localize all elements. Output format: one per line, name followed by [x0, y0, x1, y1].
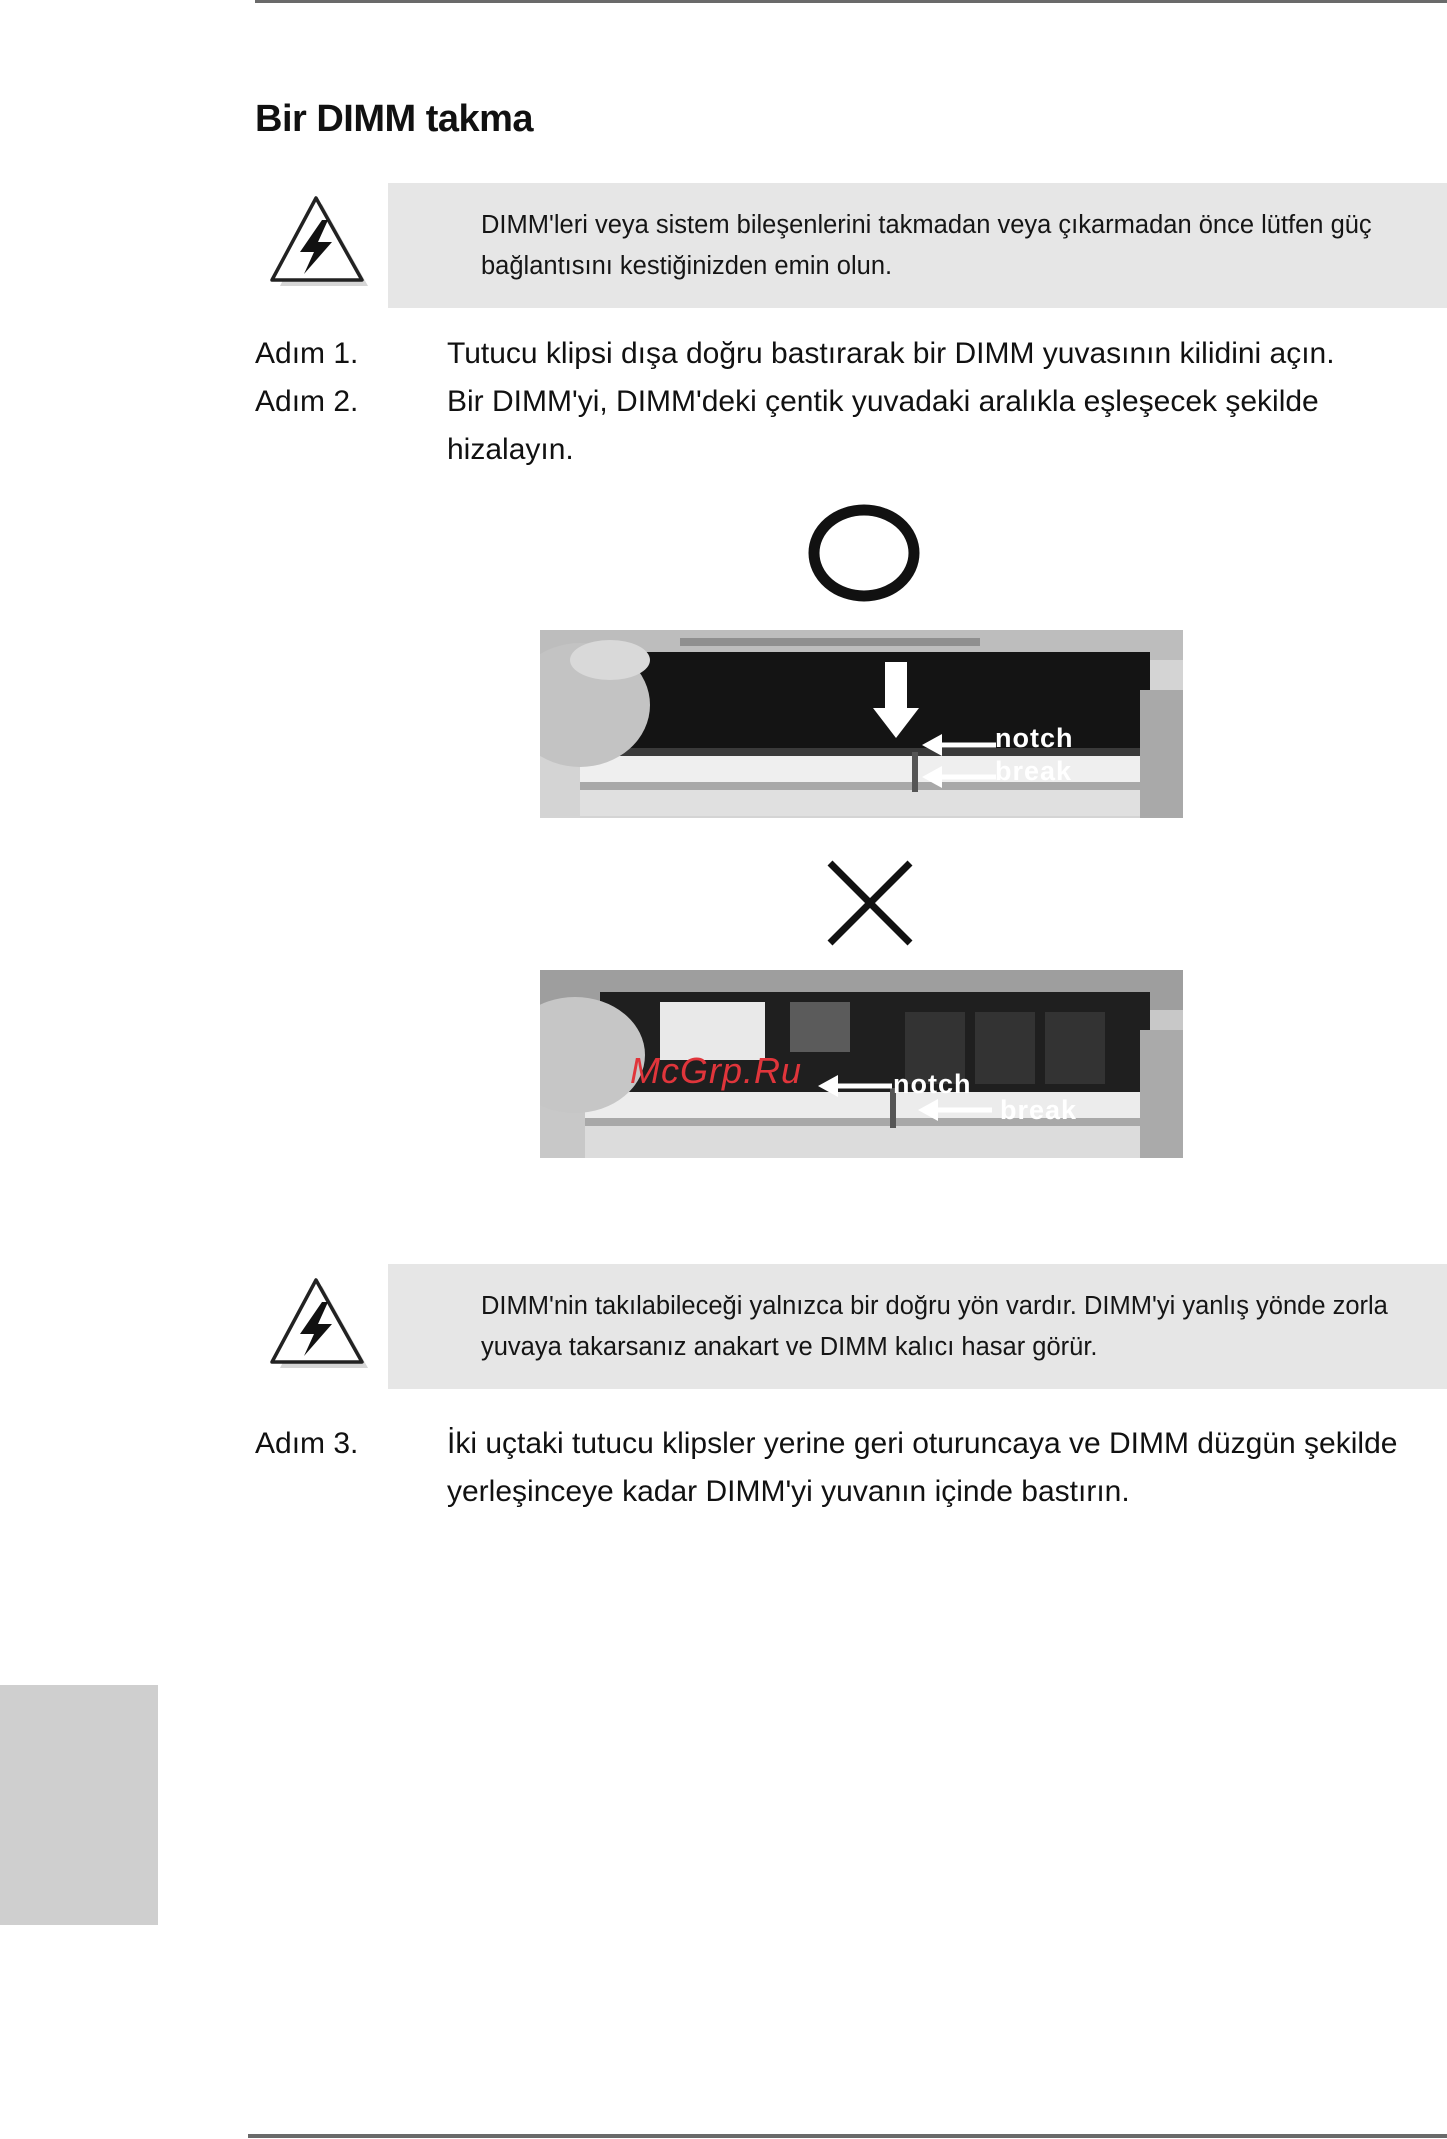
warning-note	[388, 1264, 1447, 1389]
step-text: Bir DIMM'yi, DIMM'deki çentik yuvadaki aralıkla eşleşecek şekilde hizalayın.	[447, 385, 1319, 466]
notch-label: notch	[893, 1069, 972, 1099]
step-label: Adım 3.	[255, 1427, 359, 1460]
top-rule	[255, 0, 1447, 3]
step-label: Adım 2.	[255, 385, 359, 418]
warning-lightning-icon	[262, 190, 372, 290]
bottom-rule	[248, 2134, 1447, 2138]
correct-circle-icon	[808, 503, 920, 603]
step-label: Adım 1.	[255, 337, 359, 370]
wrong-cross-icon	[822, 855, 918, 951]
step-text: Tutucu klipsi dışa doğru bastırarak bir DIMM yuvasının kilidini açın.	[447, 337, 1335, 370]
step-text: İki uçtaki tutucu klipsler yerine geri oturuncaya ve DIMM düzgün şekilde yerleşinceye kadar DIMM'yi yuvanın içinde bastırın.	[447, 1427, 1398, 1508]
notch-label: notch	[995, 723, 1074, 753]
dimm-correct-photo	[540, 630, 1183, 818]
side-tab	[0, 1685, 158, 1925]
break-label: break	[995, 756, 1073, 786]
warning-note	[388, 183, 1447, 308]
warning-note-text: DIMM'leri veya sistem bileşenlerini takmadan veya çıkarmadan önce lütfen güç bağlantısını kestiğinizden emin olun.	[481, 211, 1372, 280]
warning-lightning-icon	[262, 1272, 372, 1372]
watermark: McGrp.Ru	[630, 1050, 803, 1091]
page-title: Bir DIMM takma	[255, 98, 534, 140]
warning-note-text: DIMM'nin takılabileceği yalnızca bir doğru yön vardır. DIMM'yi yanlış yönde zorla yuvaya takarsanız anakart ve DIMM kalıcı hasar görür.	[481, 1292, 1388, 1361]
break-label: break	[1000, 1095, 1078, 1125]
